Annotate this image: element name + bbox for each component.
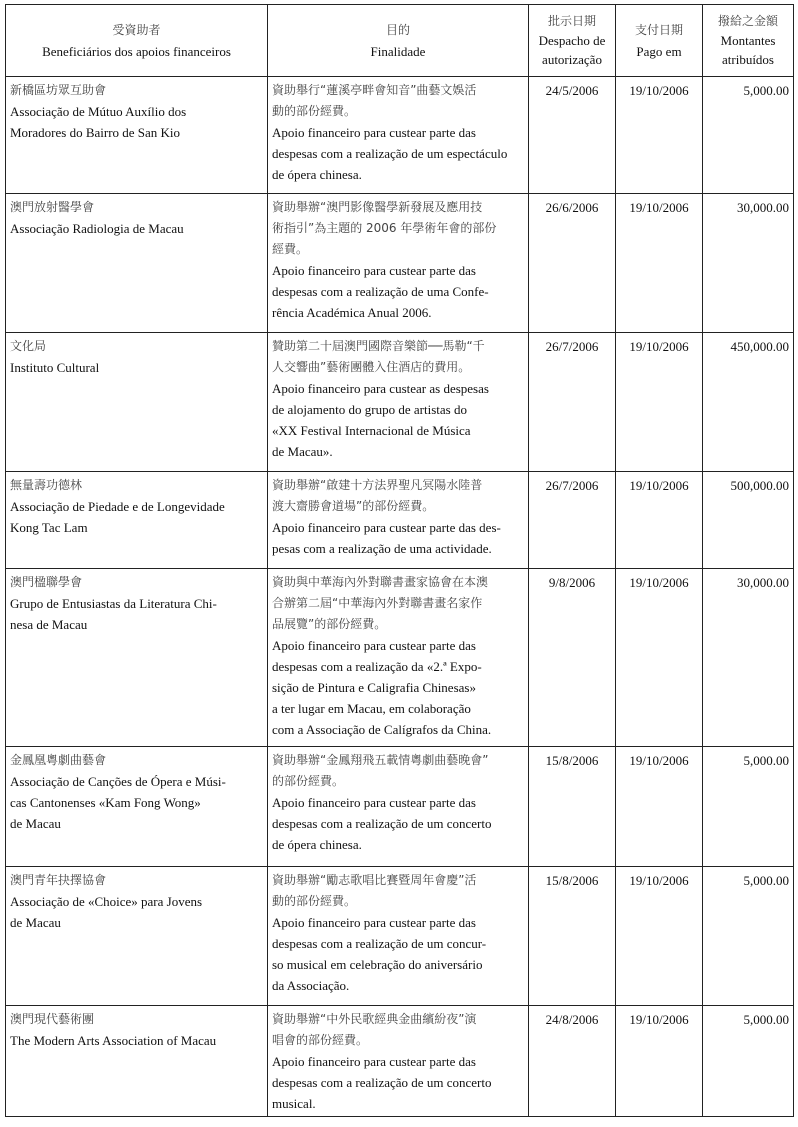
paid-date-cell: 19/10/2006: [616, 569, 703, 747]
amount-cell: 500,000.00: [703, 472, 794, 569]
purpose-zh: 贊助第二十屆澳門國際音樂節──馬勒“千 人交響曲”藝術團體入住酒店的費用。: [272, 339, 485, 374]
amount-cell: 450,000.00: [703, 333, 794, 472]
approval-date-cell: 26/7/2006: [529, 333, 616, 472]
paid-date-cell: 19/10/2006: [616, 1006, 703, 1117]
beneficiary-name-zh: 新橋區坊眾互助會: [10, 83, 107, 97]
amount-cell: 5,000.00: [703, 1006, 794, 1117]
purpose-cell: [268, 1006, 529, 1117]
table-row: [6, 569, 794, 747]
beneficiary-name-zh: 無量壽功德林: [10, 478, 83, 492]
purpose-pt: Apoio financeiro para custear parte das despesas com a realização de um espectáculo de ópera chinesa.: [272, 125, 508, 182]
amount-cell: 30,000.00: [703, 194, 794, 333]
beneficiary-cell: [6, 77, 268, 194]
header-amount-zh: 撥給之金額: [717, 14, 778, 28]
beneficiary-cell: [6, 333, 268, 472]
purpose-pt: Apoio financeiro para custear as despesas de alojamento do grupo de artistas do «XX Festival Internacional de Música de Macau».: [272, 381, 489, 459]
approval-date-cell: 9/8/2006: [529, 569, 616, 747]
paid-date-cell: 19/10/2006: [616, 333, 703, 472]
purpose-cell: [268, 867, 529, 1006]
beneficiary-cell: [6, 867, 268, 1006]
approval-date-cell: 15/8/2006: [529, 747, 616, 867]
header-paid-date: [616, 5, 703, 77]
paid-date-cell: 19/10/2006: [616, 867, 703, 1006]
table-row: [6, 77, 794, 194]
table-row: [6, 1006, 794, 1117]
beneficiary-name-pt: Associação de Canções de Ópera e Músi- cas Cantonenses «Kam Fong Wong» de Macau: [10, 774, 226, 831]
purpose-pt: Apoio financeiro para custear parte das despesas com a realização de um concerto de ópera chinesa.: [272, 795, 492, 852]
amount-cell: 5,000.00: [703, 867, 794, 1006]
paid-date-cell: 19/10/2006: [616, 472, 703, 569]
beneficiary-name-pt: The Modern Arts Association of Macau: [10, 1033, 217, 1048]
table-row: [6, 194, 794, 333]
purpose-zh: 資助與中華海內外對聯書畫家協會在本澳 合辦第二屆“中華海內外對聯書畫名家作 品展覽”的部份經費。: [272, 575, 489, 631]
paid-date-cell: 19/10/2006: [616, 77, 703, 194]
header-row: [6, 5, 794, 77]
purpose-zh: 資助舉辦“勵志歌唱比賽暨周年會慶”活 動的部份經費。: [272, 873, 477, 908]
header-purpose-zh: 目的: [385, 22, 410, 37]
beneficiary-name-zh: 澳門現代藝術團: [10, 1012, 95, 1026]
beneficiary-name-zh: 文化局: [10, 339, 47, 353]
beneficiary-name-zh: 澳門青年抉擇協會: [10, 873, 107, 887]
purpose-zh: 資助舉辦“澳門影像醫學新發展及應用技 術指引”為主題的 2006 年學術年會的部份 經費。: [272, 200, 497, 256]
approval-date-cell: 15/8/2006: [529, 867, 616, 1006]
amount-cell: 5,000.00: [703, 747, 794, 867]
paid-date-cell: 19/10/2006: [616, 747, 703, 867]
beneficiary-name-pt: Associação de Mútuo Auxílio dos Moradores do Bairro de San Kio: [10, 104, 187, 140]
beneficiary-name-pt: Instituto Cultural: [10, 360, 100, 375]
beneficiary-name-zh: 澳門放射醫學會: [10, 200, 95, 214]
purpose-pt: Apoio financeiro para custear parte das despesas com a realização de um concerto musical.: [272, 1054, 492, 1111]
approval-date-cell: 24/5/2006: [529, 77, 616, 194]
purpose-cell: [268, 569, 529, 747]
beneficiary-cell: [6, 747, 268, 867]
purpose-cell: [268, 77, 529, 194]
beneficiary-name-pt: Grupo de Entusiastas da Literatura Chi- nesa de Macau: [10, 596, 217, 632]
header-beneficiary-pt: Beneficiários dos apoios financeiros: [42, 43, 231, 59]
purpose-cell: [268, 747, 529, 867]
beneficiary-name-zh: 金鳳凰粵劇曲藝會: [10, 753, 107, 767]
header-beneficiary-zh: 受資助者: [112, 22, 161, 37]
purpose-pt: Apoio financeiro para custear parte das despesas com a realização da «2.ª Expo- sição de Pintura e Caligrafia Chinesas» a ter lugar em Macau, em colaboração com a Associação de Calígrafos da China.: [272, 638, 492, 737]
grants-table: [5, 4, 794, 1117]
header-purpose-pt: Finalidade: [370, 43, 426, 59]
table-row: [6, 747, 794, 867]
table-row: [6, 472, 794, 569]
beneficiary-cell: [6, 1006, 268, 1117]
paid-date-cell: 19/10/2006: [616, 194, 703, 333]
approval-date-cell: 26/7/2006: [529, 472, 616, 569]
header-beneficiary: [6, 5, 268, 77]
purpose-zh: 資助舉辦“中外民歌經典金曲繽紛夜”演 唱會的部份經費。: [272, 1012, 477, 1047]
header-paid-zh: 支付日期: [634, 22, 683, 37]
approval-date-cell: 26/6/2006: [529, 194, 616, 333]
beneficiary-cell: [6, 194, 268, 333]
purpose-cell: [268, 333, 529, 472]
header-approval-zh: 批示日期: [547, 14, 596, 28]
purpose-pt: Apoio financeiro para custear parte das des- pesas com a realização de uma actividade.: [272, 520, 501, 556]
beneficiary-name-pt: Associação de «Choice» para Jovens de Macau: [10, 894, 203, 930]
amount-cell: 30,000.00: [703, 569, 794, 747]
header-paid-pt: Pago em: [636, 43, 682, 59]
header-amount: [703, 5, 794, 77]
beneficiary-name-pt: Associação Radiologia de Macau: [10, 221, 184, 236]
purpose-pt: Apoio financeiro para custear parte das despesas com a realização de um concur- so musical em celebração do aniversário da Associação.: [272, 915, 487, 993]
beneficiary-cell: [6, 472, 268, 569]
table-body: [6, 77, 794, 1117]
purpose-cell: [268, 472, 529, 569]
purpose-zh: 資助舉辦“金鳳翔飛五載情粵劇曲藝晚會” 的部份經費。: [272, 753, 489, 788]
header-approval-date: [529, 5, 616, 77]
header-approval-pt: Despacho de autorização: [538, 33, 606, 67]
beneficiary-name-pt: Associação de Piedade e de Longevidade Kong Tac Lam: [10, 499, 225, 535]
table-row: [6, 333, 794, 472]
purpose-zh: 資助舉行“蓮溪亭畔會知音”曲藝文娛活 動的部份經費。: [272, 83, 477, 118]
approval-date-cell: 24/8/2006: [529, 1006, 616, 1117]
table-row: [6, 867, 794, 1006]
header-amount-pt: Montantes atribuídos: [720, 33, 776, 67]
beneficiary-name-zh: 澳門楹聯學會: [10, 575, 83, 589]
beneficiary-cell: [6, 569, 268, 747]
header-purpose: [268, 5, 529, 77]
purpose-cell: [268, 194, 529, 333]
purpose-zh: 資助舉辦“啟建十方法界聖凡冥陽水陸普 渡大齋勝會道場”的部份經費。: [272, 478, 483, 513]
amount-cell: 5,000.00: [703, 77, 794, 194]
purpose-pt: Apoio financeiro para custear parte das despesas com a realização de uma Confe- rência Académica Anual 2006.: [272, 263, 489, 320]
